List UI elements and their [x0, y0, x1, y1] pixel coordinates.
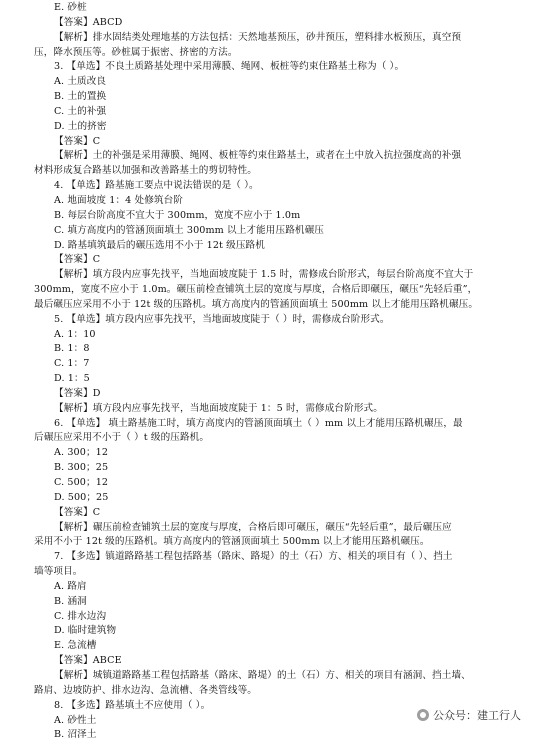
- text-line: C. 500；12: [54, 477, 109, 488]
- text-line: 【答案】C: [54, 254, 101, 266]
- watermark: [417, 707, 521, 723]
- text-line: B. 土的置换: [54, 91, 107, 103]
- text-line: C. 填方高度内的管涵顶面填土 300mm 以上才能用压路机碾压: [54, 224, 324, 236]
- text-line: 后碾压应采用不小于（ ）t 级的压路机。: [34, 432, 210, 444]
- watermark-text: 公众号：建工行人: [433, 709, 521, 722]
- text-line: 压，降水预压等。砂桩属于振密、挤密的方法。: [34, 46, 238, 58]
- text-line: D. 1：5: [54, 373, 90, 385]
- text-line: B. 涵洞: [54, 595, 87, 607]
- wechat-official-account-icon: [417, 709, 429, 721]
- text-line: 【解析】城镇道路路基工程包括路基（路床、路堤）的土（石）方、相关的项目有涵洞、挡土墙、: [54, 669, 471, 681]
- text-line: A. 300；12: [54, 447, 109, 459]
- text-line: 8. 【多选】路基填土不应使用（ ）。: [54, 699, 211, 711]
- text-line: 6. 【单选】 填土路基施工时，填方高度内的管涵顶面填土（ ）mm 以上才能用压路机碾压，最: [54, 417, 463, 429]
- text-line: 【答案】C: [54, 506, 101, 518]
- text-line: 采用不小于 12t 级的压路机。填方高度内的管涵顶面填土 500mm 以上才能用压路机碾压。: [34, 536, 430, 548]
- text-line: 3. 【单选】不良土质路基处理中采用薄膜、绳网、板桩等约束住路基土称为（ ）。: [54, 61, 405, 73]
- text-line: D. 路基填筑最后的碾压选用不小于 12t 级压路机: [54, 239, 265, 251]
- text-line: C. 土的补强: [54, 105, 107, 117]
- text-line: C. 排水边沟: [54, 610, 107, 622]
- text-line: D. 土的挤密: [54, 120, 107, 132]
- text-line: A. 土质改良: [54, 76, 107, 88]
- text-line: 【答案】ABCE: [54, 655, 122, 667]
- text-line: C. 1：7: [54, 358, 90, 370]
- text-line: A. 地面坡度 1：4 处修筑台阶: [54, 194, 183, 206]
- text-line: B. 沼泽土: [54, 729, 97, 741]
- text-line: 路肩、边坡防护、排水边沟、急流槽、各类管线等。: [34, 684, 257, 696]
- text-line: E. 急流槽: [54, 640, 97, 652]
- text-line: A. 砂性土: [54, 714, 97, 726]
- text-line: 【解析】填方段内应事先找平，当地面坡度陡于 1：5 时，需修成台阶形式。: [54, 402, 383, 414]
- text-line: D. 临时建筑物: [54, 625, 117, 637]
- text-line: 7. 【多选】镇道路路基工程包括路基（路床、路堤）的土（石）方、相关的项目有（ ）、挡土: [54, 551, 453, 563]
- text-line: 墙等项目。: [34, 566, 83, 578]
- text-line: A. 路肩: [54, 580, 87, 592]
- text-line: E. 砂桩: [54, 2, 87, 13]
- text-line: D. 500；25: [54, 491, 109, 503]
- text-line: B. 1：8: [54, 343, 90, 355]
- text-line: B. 300；25: [54, 462, 109, 474]
- text-line: B. 每层台阶高度不宜大于 300mm，宽度不应小于 1.0m: [54, 209, 301, 221]
- text-line: 5. 【单选】填方段内应事先找平，当地面坡度陡于（ ）时，需修成台阶形式。: [54, 313, 390, 325]
- text-line: 300mm，宽度不应小于 1.0m。碾压前检查铺筑土层的宽度与厚度，合格后即碾压，碾压“先轻后重”，: [34, 284, 478, 296]
- text-line: 【解析】排水固结类处理地基的方法包括：天然地基预压，砂井预压，塑料排水板预压，真空预: [54, 31, 462, 43]
- text-line: 最后碾压应采用不小于 12t 级的压路机。填方高度内的管涵顶面填土 500mm 以上才能用压路机碾压。: [34, 298, 479, 310]
- text-line: 【解析】填方段内应事先找平，当地面坡度陡于 1.5 时，需修成台阶形式，每层台阶高度不宜大于: [54, 269, 474, 281]
- text-line: 【解析】土的补强是采用薄膜、绳网、板桩等约束住路基土，或者在土中放入抗拉强度高的补强: [54, 150, 462, 162]
- text-line: 材料形成复合路基以加强和改善路基土的剪切特性。: [34, 165, 257, 177]
- text-line: A. 1：10: [54, 328, 96, 340]
- exam-document: [34, 1, 514, 743]
- text-line: 【答案】C: [54, 135, 101, 147]
- text-line: 4. 【单选】路基施工要点中说法错误的是（ ）。: [54, 180, 259, 192]
- text-line: 【解析】碾压前检查铺筑土层的宽度与厚度，合格后即可碾压，碾压“先轻后重”，最后碾压应: [54, 521, 452, 533]
- text-line: 【答案】D: [54, 387, 101, 399]
- text-line: 【答案】ABCD: [54, 16, 123, 28]
